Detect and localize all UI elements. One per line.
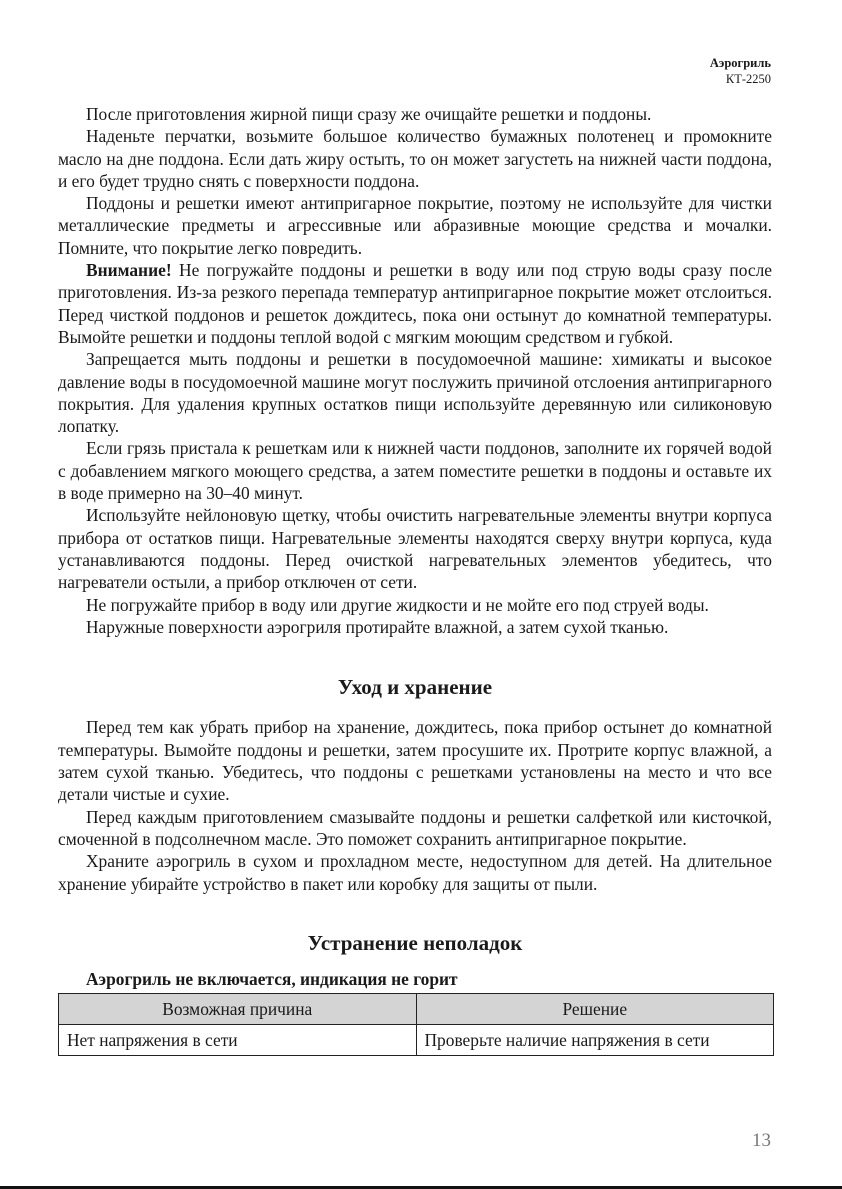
body-paragraph — [58, 504, 772, 593]
body-paragraph — [58, 103, 772, 125]
table-row — [59, 1025, 774, 1056]
body-paragraph — [58, 437, 772, 504]
running-header — [710, 55, 771, 87]
body-paragraph — [58, 348, 772, 437]
table-cell-solution: Проверьте наличие напряжения в сети — [416, 1025, 774, 1056]
table-cell-cause: Нет напряжения в сети — [59, 1025, 417, 1056]
paragraph-text: Запрещается мыть поддоны и решетки в посудомоечной машине: химикаты и высокое давление воды в посудомоечной машине могут послужить причиной отслоения антипригарного покрытия. Для удаления крупных остатков пищи используйте деревянную или силиконовую лопатку. — [58, 349, 772, 437]
body-paragraph — [58, 125, 772, 192]
cleaning-section — [58, 103, 772, 638]
paragraph-text: Храните аэрогриль в сухом и прохладном месте, недоступном для детей. На длительное хранение убирайте устройство в пакет или коробку для защиты от пыли. — [58, 851, 772, 894]
paragraph-text: После приготовления жирной пищи сразу же очищайте решетки и поддоны. — [86, 104, 652, 124]
body-paragraph — [58, 192, 772, 259]
header-brand: Аэрогриль — [709, 56, 771, 70]
paragraph-text: Наружные поверхности аэрогриля протирайте влажной, а затем сухой тканью. — [86, 616, 669, 637]
page-content — [58, 103, 772, 1056]
problem-subheading: Аэрогриль не включается, индикация не горит — [86, 969, 458, 990]
body-paragraph — [58, 806, 772, 851]
paragraph-text: Поддоны и решетки имеют антипригарное покрытие, поэтому не используйте для чистки металлические предметы и агрессивные или абразивные моющие средства и мочалки. Помните, что покрытие легко повредить. — [58, 193, 772, 258]
header-model: КТ-2250 — [725, 72, 771, 86]
care-section-title: Уход и хранение — [337, 675, 493, 700]
paragraph-text: Не погружайте поддоны и решетки в воду или под струю воды сразу после приготовления. Из-за резкого перепада температур антипригарное покрытие может отслоиться. Перед чисткой поддонов и решеток дождитесь, пока они остынут до комнатной температуры. Вымойте решетки и поддоны теплой водой с мягким моющим средством и губкой. — [58, 260, 772, 347]
body-paragraph — [58, 594, 772, 616]
paragraph-text: Перед каждым приготовлением смазывайте поддоны и решетки салфеткой или кисточкой, смоченной в подсолнечном масле. Это поможет сохранить антипригарное покрытие. — [58, 806, 772, 849]
body-paragraph — [58, 716, 772, 805]
paragraph-text: Не погружайте прибор в воду или другие жидкости и не мойте его под струей воды. — [86, 594, 709, 615]
care-section — [58, 716, 772, 894]
body-paragraph — [58, 259, 772, 348]
troubleshooting-section-title: Устранение неполадок — [307, 930, 523, 955]
troubleshooting-table — [58, 993, 774, 1056]
paragraph-text: Перед тем как убрать прибор на хранение, дождитесь, пока прибор остынет до комнатной температуры. Вымойте поддоны и решетки, затем просушите их. Протрите корпус влажной, а затем сухой тканью. Убедитесь, что поддоны с решетками установлены на место и что все детали чистые и сухие. — [58, 717, 772, 805]
paragraph-text: Используйте нейлоновую щетку, чтобы очистить нагревательные элементы внутри корпуса прибора от остатков пищи. Нагревательные элементы находятся сверху внутри корпуса, куда устанавливаются поддоны. Перед очисткой нагревательных элементов убедитесь, что нагреватели остыли, а прибор отключен от сети. — [58, 505, 772, 593]
body-paragraph — [58, 850, 772, 895]
body-paragraph — [58, 616, 772, 638]
paragraph-text: Наденьте перчатки, возьмите большое количество бумажных полотенец и промокните масло на дне поддона. Если дать жиру остыть, то он может загустеть на нижней части поддона, и его будет трудно снять с поверхности поддона. — [58, 126, 772, 191]
table-header-row — [59, 994, 774, 1025]
warning-label: Внимание! — [86, 260, 172, 281]
column-header-cause: Возможная причина — [59, 994, 417, 1025]
paragraph-text: Если грязь пристала к решеткам или к нижней части поддонов, заполните их горячей водой с добавлением мягкого моющего средства, а затем поместите решетки в поддоны и оставьте их в воде примерно на 30–40 минут. — [58, 438, 772, 504]
page-number: 13 — [752, 1130, 771, 1151]
column-header-solution: Решение — [416, 994, 774, 1025]
